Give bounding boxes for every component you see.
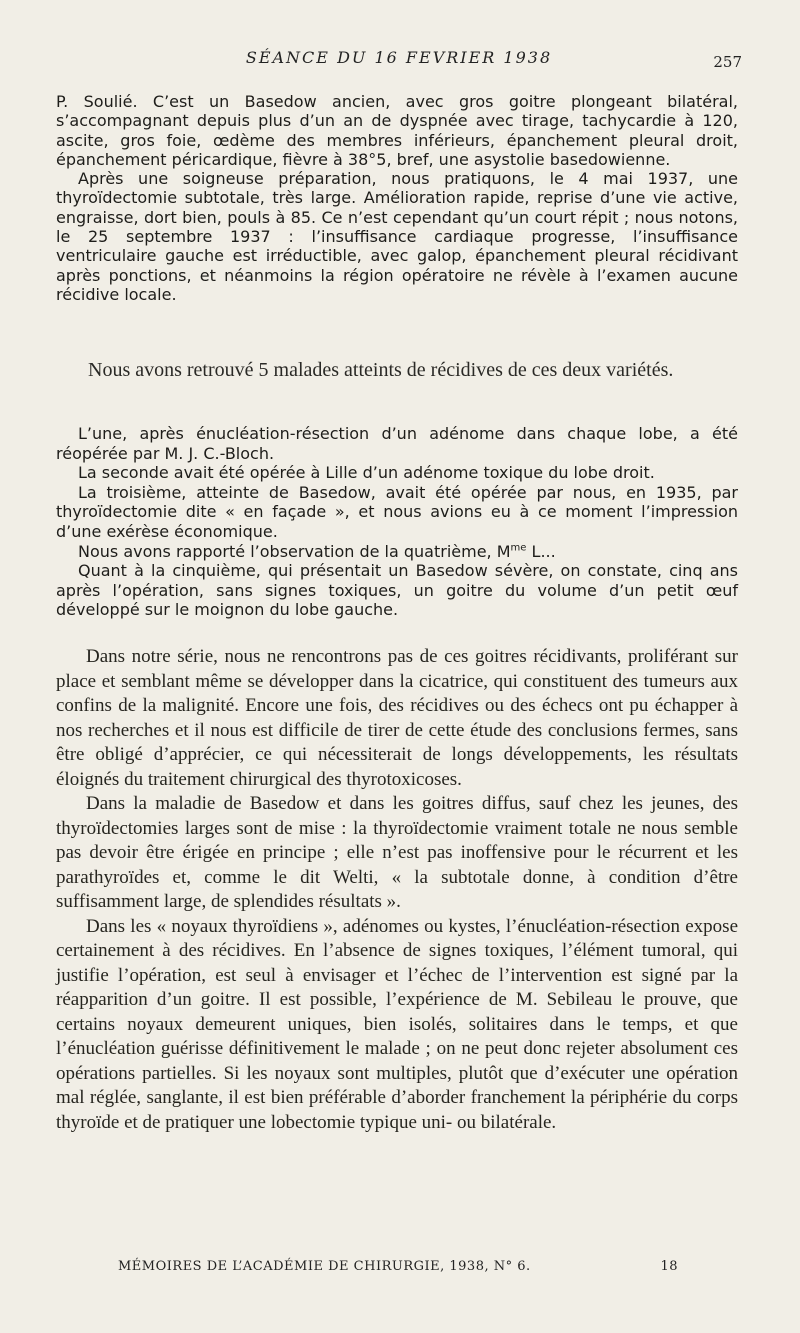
page-number: 257	[713, 53, 742, 71]
journal-citation: MÉMOIRES DE L’ACADÉMIE DE CHIRURGIE, 1938, N° 6.	[118, 1259, 531, 1274]
signature-mark: 18	[660, 1259, 678, 1274]
page-footer	[118, 1257, 678, 1281]
discussion-section	[56, 645, 738, 1135]
page-header	[56, 44, 742, 74]
case-report-section	[56, 92, 738, 304]
superscript: me	[510, 542, 527, 554]
case-text: Nous avons rapporté l’observation de la quatrième, M	[78, 541, 511, 561]
recurrence-intro	[56, 357, 738, 384]
case-paragraph: La troisième, atteinte de Basedow, avait été opérée par nous, en 1935, par thyroïdectomie dite « en façade », et nous avions eu à ce moment l’impression d’une exérèse économique.	[56, 482, 738, 541]
discussion-paragraph: Dans les « noyaux thyroïdiens », adénomes ou kystes, l’énucléation-résection expose certainement à des récidives. En l’absence de signes toxiques, l’élément tumoral, qui justifie l’opération, est seul à envisager et l’échec de l’intervention est signé par la réapparition d’un goitre. Il est possible, l’expérience de M. Sebileau le prouve, que certains noyaux demeurent uniques, bien isolés, solitaires dans le temps, et que l’énucléation guérisse définitivement le malade ; on ne peut donc rejeter absolument ces opérations partielles. Si les noyaux sont multiples, plutôt que d’exécuter une opération mal réglée, sanglante, il est bien préférable d’aborder franchement la périphérie du corps thyroïde et de pratiquer une lobectomie typique uni- ou bilatérale.	[56, 915, 738, 1133]
case-list-section	[56, 424, 738, 620]
intro-paragraph: Nous avons retrouvé 5 malades atteints de récidives de ces deux variétés.	[88, 359, 674, 381]
case-report-paragraph: P. Soulié. C’est un Basedow ancien, avec gros goitre plongeant bilatéral, s’accompagnant depuis plus d’un an de dyspnée avec tirage, tachycardie à 120, ascite, gros foie, œdème des membres inférieurs, épanchement pleural droit, épanchement péricardique, fièvre à 38°5, bref, une asystolie basedowienne.	[56, 92, 738, 169]
case-paragraph: L’une, après énucléation-résection d’un adénome dans chaque lobe, a été réopérée par M. J. C.-Bloch.	[56, 424, 738, 463]
case-paragraph	[56, 542, 738, 562]
case-paragraph: La seconde avait été opérée à Lille d’un adénome toxique du lobe droit.	[78, 463, 655, 483]
case-report-paragraph: Après une soigneuse préparation, nous pratiquons, le 4 mai 1937, une thyroïdectomie subtotale, très large. Amélioration rapide, reprise d’une vie active, engraisse, dort bien, pouls à 85. Ce n’est cependant qu’un court répit ; nous notons, le 25 septembre 1937 : l’insuffisance cardiaque progresse, l’insuffisance ventriculaire gauche est irréductible, avec galop, épanchement pleural récidivant après ponctions, et néanmoins la région opératoire ne révèle à l’examen aucune récidive locale.	[56, 169, 738, 304]
case-text: L...	[526, 541, 556, 561]
case-paragraph: Quant à la cinquième, qui présentait un Basedow sévère, on constate, cinq ans après l’opération, sans signes toxiques, un goitre du volume d’un petit œuf développé sur le moignon du lobe gauche.	[56, 561, 738, 620]
running-title: SÉANCE DU 16 FEVRIER 1938	[245, 48, 553, 67]
discussion-paragraph: Dans la maladie de Basedow et dans les goitres diffus, sauf chez les jeunes, des thyroïdectomies larges sont de mise : la thyroïdectomie vraiment totale ne nous semble pas devoir être érigée en principe ; elle n’est pas inoffensive pour le récurrent et les parathyroïdes et, comme le dit Welti, « la subtotale donne, à condition d’être suffisamment large, de splendides résultats ».	[56, 793, 738, 912]
discussion-paragraph: Dans notre série, nous ne rencontrons pas de ces goitres récidivants, proliférant sur place et semblant même se développer dans la cicatrice, qui constituent des tumeurs aux confins de la malignité. Encore une fois, des récidives ou des échecs ont pu échapper à nos recherches et il nous est difficile de tirer de cette étude des conclusions fermes, sans être obligé d’apprécier, ce qui nécessiterait de longs développements, les résultats éloignés du traitement chirurgical des thyrotoxicoses.	[56, 646, 738, 790]
